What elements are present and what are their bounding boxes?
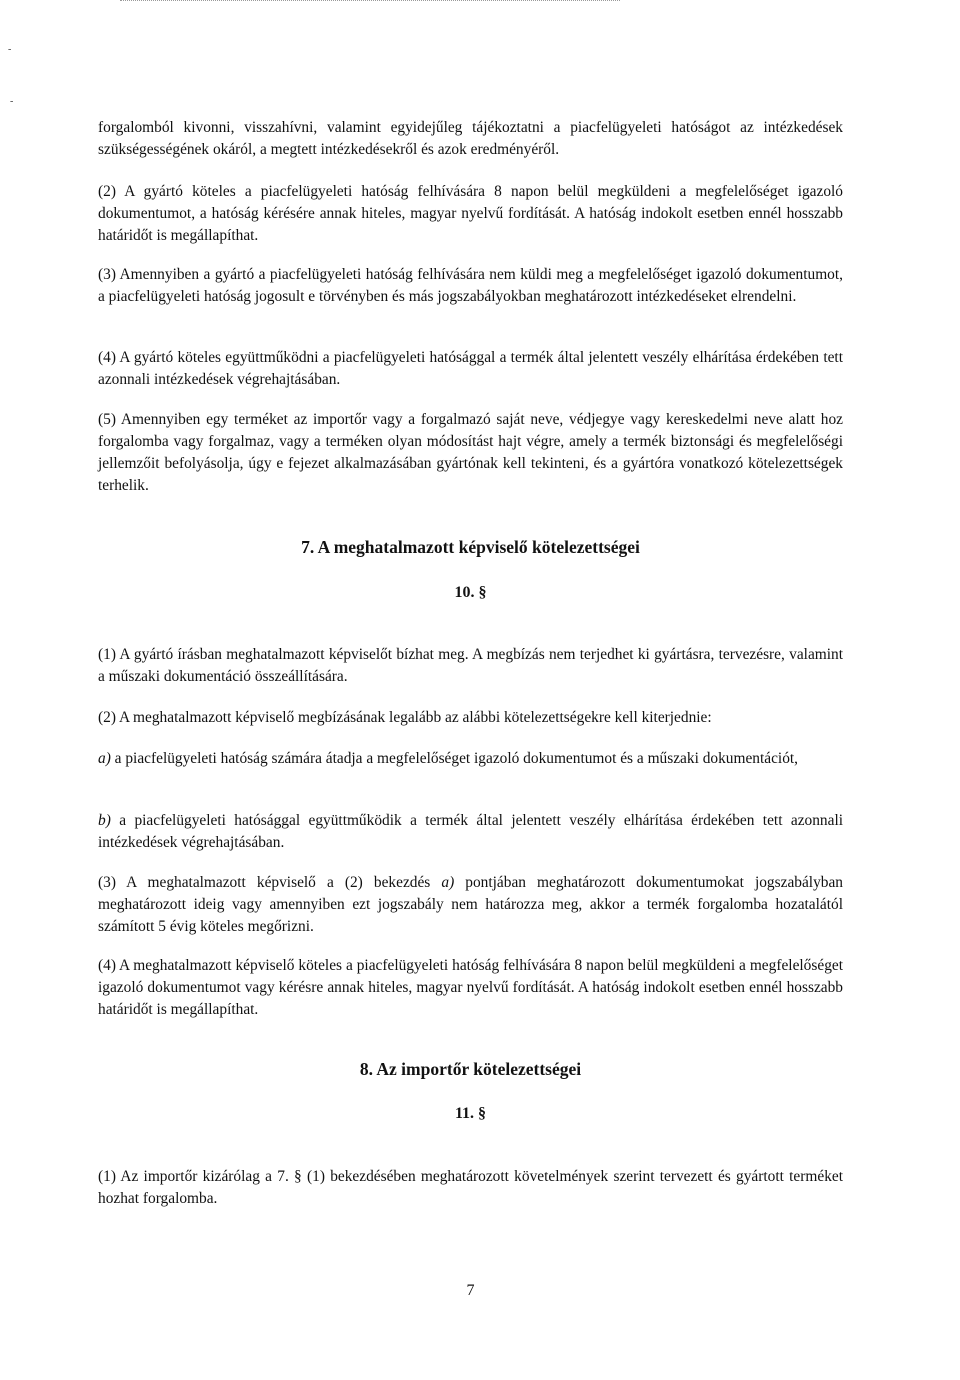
item-b-text: a piacfelügyeleti hatósággal együttműködik a termék által jelentett veszély elhárítása érdekében tett azonnali intézkedések végrehajtásában. <box>98 812 843 851</box>
item-a-text: a piacfelügyeleti hatóság számára átadja a megfelelőséget igazoló dokumentumot és a műszaki dokumentációt, <box>110 750 799 767</box>
paragraph-9-4: (4) A gyártó köteles együttműködni a piacfelügyeleti hatósággal a termék által jelentett veszély elhárítása érdekében tett azonnali intézkedések végrehajtásában. <box>98 349 843 388</box>
paragraph-9-2: (2) A gyártó köteles a piacfelügyeleti hatóság felhívására 8 napon belül megküldeni a megfelelőséget igazoló dokumentumot, a hatóság kérésére annak hiteles, magyar nyelvű fordítását. A hatóság indokolt esetben ennél hosszabb határidőt is megállapíthat. <box>98 183 843 244</box>
page-number: 7 <box>466 1282 475 1299</box>
paragraph-9-3: (3) Amennyiben a gyártó a piacfelügyeleti hatóság felhívására nem küldi meg a megfelelőséget igazoló dokumentumot, a piacfelügyeleti hatóság jogosult e törvényben és más jogszabályokban meghatározott intézkedéseket elrendelni. <box>98 266 843 305</box>
paragraph-10-3 <box>98 872 843 938</box>
paragraph-continuation: forgalomból kivonni, visszahívni, valamint egyidejűleg tájékoztatni a piacfelügyeleti hatóságot az intézkedések szükségességének okáról, a megtett intézkedésekről és azok eredményéről. <box>98 119 843 158</box>
paragraph-10-3-text-end: pontjában meghatározott dokumentumokat jogszabályban meghatározott ideig vagy amennyiben ezt jogszabály nem határozza meg, akkor a termék forgalomba hozatalától számított 5 évig köteles megőrizni. <box>98 874 843 935</box>
item-a <box>98 748 843 770</box>
paragraph-11-1: (1) Az importőr kizárólag a 7. § (1) bekezdésében meghatározott követelmények szerint tervezett és gyártott terméket hozhat forgalomba. <box>98 1168 843 1207</box>
paragraph-10-1: (1) A gyártó írásban meghatalmazott képviselőt bízhat meg. A megbízás nem terjedhet ki gyártásra, tervezésre, valamint a műszaki dokumentáció összeállítására. <box>98 646 843 685</box>
chapter-7-heading: 7. A meghatalmazott képviselő kötelezettségei <box>301 537 640 557</box>
paragraph-10-2: (2) A meghatalmazott képviselő megbízásának legalább az alábbi kötelezettségekre kell kiterjednie: <box>98 709 712 726</box>
scan-mark: - <box>8 44 12 55</box>
item-b <box>98 810 843 854</box>
scan-mark: - <box>10 96 14 107</box>
section-10-heading: 10. § <box>454 584 487 601</box>
point-a-reference: a) <box>441 874 455 891</box>
paragraph-9-5: (5) Amennyiben egy terméket az importőr vagy a forgalmazó saját neve, védjegye vagy kereskedelmi neve alatt hoz forgalomba vagy forgalmaz, vagy a terméken olyan módosítást hajt végre, amely a termék biztonsági és megfelelőségi jellemzőit befolyásolja, úgy e fejezet alkalmazásában gyártónak kell tekinteni, és a gyártóra vonatkozó kötelezettségek terhelik. <box>98 411 843 494</box>
chapter-8-heading: 8. Az importőr kötelezettségei <box>359 1059 582 1079</box>
paragraph-10-3-text: (3) A meghatalmazott képviselő a (2) bekezdés <box>98 874 442 891</box>
section-11-heading: 11. § <box>454 1105 487 1122</box>
item-a-marker: a) <box>98 750 111 767</box>
document-page <box>98 0 843 1380</box>
paragraph-10-4: (4) A meghatalmazott képviselő köteles a piacfelügyeleti hatóság felhívására 8 napon belül megküldeni a megfelelőséget igazoló dokumentumot vagy kérésre annak hiteles, magyar nyelvű fordítását. A hatóság indokolt esetben ennél hosszabb határidőt is megállapíthat. <box>98 957 843 1018</box>
item-b-marker: b) <box>98 812 111 829</box>
